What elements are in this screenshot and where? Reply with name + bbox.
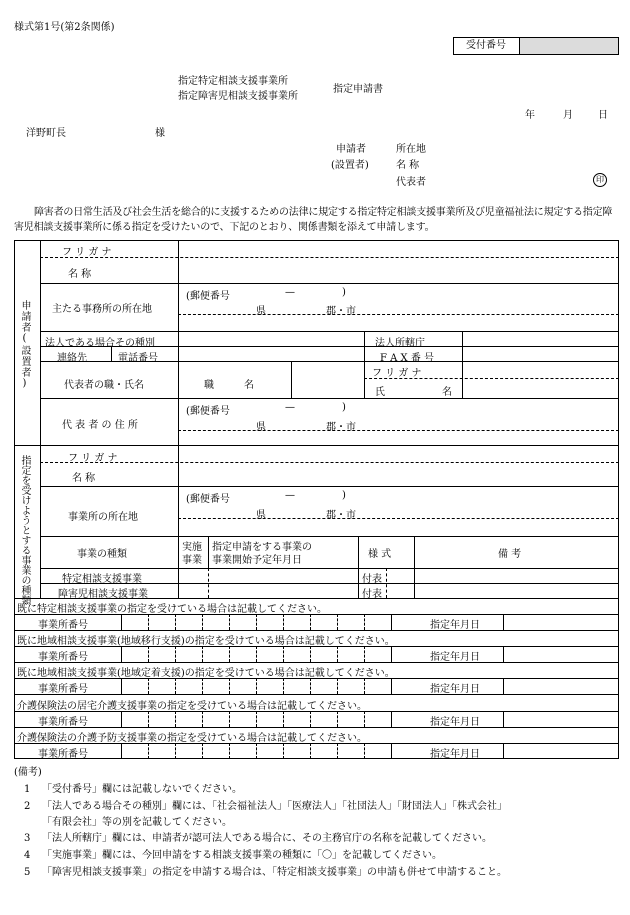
- sec1-furigana-label: フ リ ガ ナ: [62, 247, 112, 258]
- date-day: 日: [598, 110, 608, 121]
- rep-pref-label: 県: [256, 422, 266, 433]
- office-number-label-4: 事業所番号: [38, 717, 88, 728]
- rep-address-label: 代 表 者 の 住 所: [62, 420, 138, 431]
- note-text: 「障害児相談支援事業」の指定を申請する場合は、「特定相談支援事業」の申請も併せて申請すること。: [42, 867, 507, 878]
- applicant-rep-label: 代表者: [396, 177, 426, 188]
- note-item-4: [24, 829, 492, 844]
- sec1-name-field[interactable]: [180, 259, 616, 281]
- receipt-number-label: 受付番号: [453, 37, 520, 55]
- note-item-6: [24, 863, 507, 878]
- rep-name-label-b: 名: [442, 387, 452, 398]
- prior-note-1: 既に特定相談支援事業の指定を受けている場合は記載してください。: [17, 604, 327, 615]
- note-number: 1: [24, 784, 31, 795]
- prior-note-4: 介護保険法の居宅介護支援事業の指定を受けている場合は記載してください。: [17, 701, 367, 712]
- intro-text: 障害者の日常生活及び社会生活を総合的に支援するための法律に規定する指定特定相談支援事業所及び児童福祉法に規定する指定障害児相談支援事業所に係る指定を受けたいので、下記のとおり、関係書類を添えて申請します。: [14, 207, 613, 233]
- designated-date-label-5: 指定年月日: [430, 749, 480, 760]
- office-number-label-5: 事業所番号: [38, 749, 88, 760]
- prior-note-2: 既に地域相談支援事業(地域移行支援)の指定を受けている場合は記載してください。: [17, 636, 395, 647]
- corp-type-label: 法人である場合その種別: [45, 338, 155, 349]
- sec1-pref-label: 県: [256, 306, 266, 317]
- start-date-header-2: 事業開始予定年月日: [212, 555, 302, 566]
- fax-label: F A X 番 号: [380, 353, 434, 364]
- notes-title: (備考): [14, 767, 42, 778]
- contact-label: 連絡先: [57, 353, 87, 364]
- addressee-name: 洋野町長: [26, 128, 66, 139]
- note-text: 「実施事業」欄には、今回申請をする相談支援事業の種類に「〇」を記載してください。: [42, 850, 442, 861]
- applicant-label-sub: (設置者): [331, 160, 369, 171]
- remarks-header: 備 考: [498, 549, 522, 560]
- note-item-5: [24, 846, 442, 861]
- note-number: 4: [24, 850, 31, 861]
- designated-date-label-4: 指定年月日: [430, 717, 480, 728]
- rep-county-label: 郡・市: [326, 422, 356, 433]
- phone-label: 電話番号: [118, 353, 158, 364]
- rep-job-label: 職: [204, 380, 214, 391]
- impl-header-1: 実施: [182, 542, 202, 553]
- rep-postal-dash: —: [285, 402, 295, 413]
- note-text: 「法人である場合その種別」欄には、「社会福祉法人」「医療法人」「社団法人」「財団法人」「株式会社」: [42, 801, 507, 812]
- sec1-postal-close: ): [342, 287, 346, 298]
- designated-date-label-3: 指定年月日: [430, 684, 480, 695]
- applicant-address-label: 所在地: [396, 144, 426, 155]
- sec2-office-addr-label: 事業所の所在地: [68, 512, 138, 523]
- attach-label-1: 付表: [362, 574, 382, 585]
- attach-label-2: 付表: [362, 589, 382, 600]
- sec1-office-addr-label: 主たる事務所の所在地: [52, 304, 152, 315]
- receipt-number-field[interactable]: [520, 38, 618, 54]
- form-number: 様式第1号(第2条関係): [14, 22, 115, 33]
- note-item-2: [24, 797, 507, 812]
- business-row-specific: 特定相談支援事業: [62, 574, 142, 585]
- rep-furigana-label: フ リ ガ ナ: [372, 368, 422, 379]
- title-line1: 指定特定相談支援事業所: [178, 76, 288, 87]
- sec2-furigana-label: フ リ ガ ナ: [68, 453, 118, 464]
- rep-postal-label: (郵便番号: [186, 406, 230, 417]
- note-number: 5: [24, 867, 31, 878]
- designated-date-label-2: 指定年月日: [430, 652, 480, 663]
- corp-office-label: 法人所轄庁: [375, 338, 425, 349]
- addressee-honorific: 様: [155, 128, 165, 139]
- business-type-header: 事業の種類: [77, 549, 127, 560]
- note-item-1: [24, 780, 242, 795]
- designated-date-label-1: 指定年月日: [430, 620, 480, 631]
- note-number: 2: [24, 801, 31, 812]
- sec2-pref-label: 県: [256, 510, 266, 521]
- sec1-county-label: 郡・市: [326, 306, 356, 317]
- office-number-label-3: 事業所番号: [38, 684, 88, 695]
- start-date-header-1: 指定申請をする事業の: [212, 542, 312, 553]
- note-number: 3: [24, 833, 31, 844]
- sec1-postal-dash: —: [285, 287, 295, 298]
- seal-mark: 印: [593, 173, 607, 187]
- note-text: 「有限会社」等の別を記載してください。: [42, 817, 232, 828]
- sec2-county-label: 郡・市: [326, 510, 356, 521]
- note-text: 「受付番号」欄には記載しないでください。: [42, 784, 242, 795]
- rep-name-label-a: 氏: [375, 387, 385, 398]
- applicant-label: 申請者: [336, 144, 366, 155]
- sec2-postal-label: (郵便番号: [186, 494, 230, 505]
- title-line2: 指定障害児相談支援事業所: [178, 91, 298, 102]
- rep-title-label: 代表者の職・氏名: [64, 380, 144, 391]
- office-number-label-1: 事業所番号: [38, 620, 88, 631]
- impl-header-2: 事業: [182, 555, 202, 566]
- sec1-vertical-label: 申請者(設置者): [19, 300, 30, 390]
- sec2-vertical-label: 指定を受けようとする事業の種類: [19, 455, 30, 605]
- rep-postal-close: ): [342, 402, 346, 413]
- business-row-child: 障害児相談支援事業: [58, 589, 148, 600]
- prior-note-3: 既に地域相談支援事業(地域定着支援)の指定を受けている場合は記載してください。: [17, 668, 395, 679]
- office-number-label-2: 事業所番号: [38, 652, 88, 663]
- sec2-postal-close: ): [342, 490, 346, 501]
- prior-note-5: 介護保険法の介護予防支援事業の指定を受けている場合は記載してください。: [17, 733, 367, 744]
- applicant-name-label: 名 称: [396, 160, 420, 171]
- date-year: 年: [525, 110, 535, 121]
- note-text: 「法人所轄庁」欄には、申請者が認可法人である場合に、その主務官庁の名称を記載してください。: [42, 833, 492, 844]
- sec2-postal-dash: —: [285, 490, 295, 501]
- rep-job-name-label: 名: [244, 380, 254, 391]
- form-header: 様 式: [368, 549, 392, 560]
- sec1-name-label: 名 称: [68, 269, 92, 280]
- note-item-3: [42, 813, 232, 828]
- sec1-postal-label: (郵便番号: [186, 291, 230, 302]
- date-month: 月: [563, 110, 573, 121]
- title-suffix: 指定申請書: [333, 84, 383, 95]
- sec2-name-label: 名 称: [72, 473, 96, 484]
- application-table: [14, 240, 619, 759]
